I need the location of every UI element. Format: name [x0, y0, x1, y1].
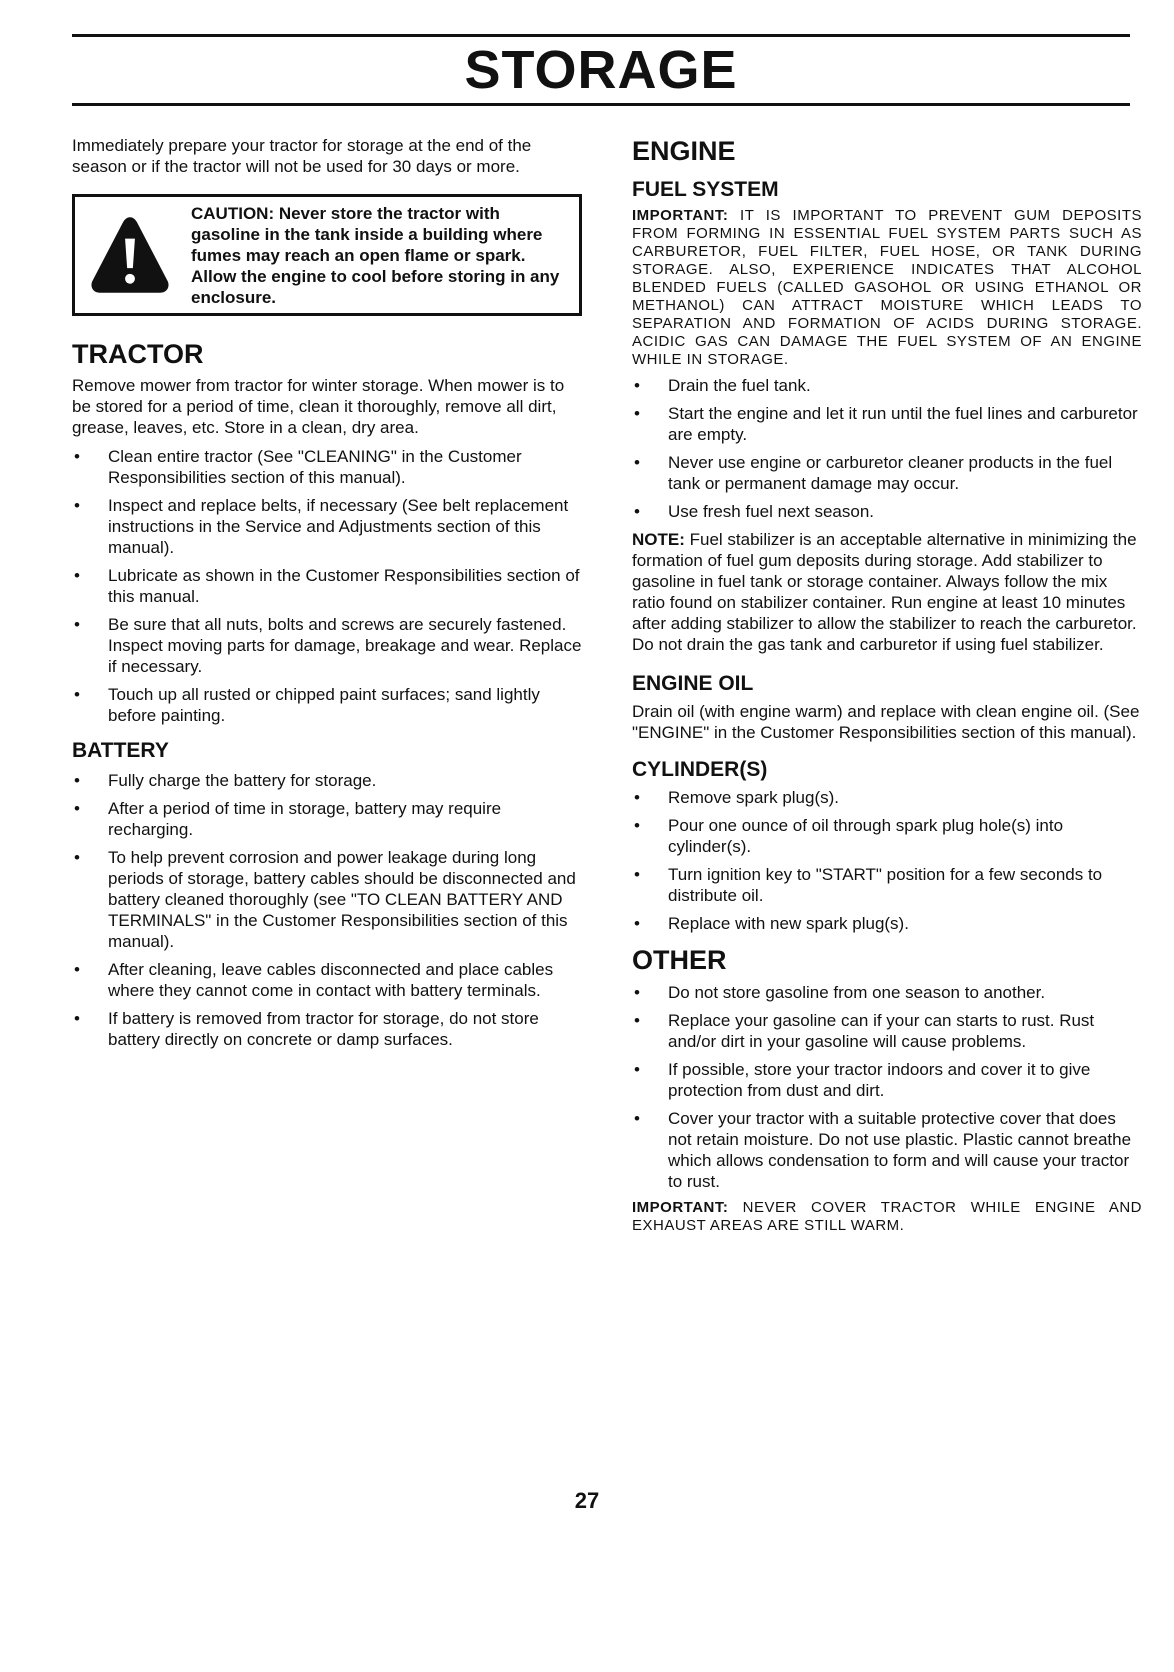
list-item: • Lubricate as shown in the Customer Responsibilities section of this manual. [72, 565, 582, 607]
tractor-heading: TRACTOR [72, 339, 204, 369]
list-item: • If battery is removed from tractor for storage, do not store battery directly on concrete or damp surfaces. [72, 1008, 582, 1050]
cylinders-heading: CYLINDER(S) [632, 758, 768, 781]
list-item: • Replace with new spark plug(s). [632, 913, 1142, 934]
other-heading: OTHER [632, 945, 727, 975]
list-item: • To help prevent corrosion and power leakage during long periods of storage, battery cables should be disconnected and battery cleaned thoroughly (see "TO CLEAN BATTERY AND TERMINALS" in the Customer Responsibilities section of this manual). [72, 847, 582, 952]
warning-triangle-icon [89, 214, 171, 296]
engine-heading: ENGINE [632, 136, 736, 166]
list-item: • Be sure that all nuts, bolts and screws are securely fastened. Inspect moving parts for damage, breakage and wear. Replace if necessary. [72, 614, 582, 677]
right-column [632, 135, 1142, 1235]
other-list [632, 982, 1142, 1192]
list-item: • Fully charge the battery for storage. [72, 770, 582, 791]
tractor-body: Remove mower from tractor for winter storage. When mower is to be stored for a period of time, clean it thoroughly, remove all dirt, grease, leaves, etc. Store in a clean, dry area. [72, 376, 565, 437]
list-item: • Clean entire tractor (See "CLEANING" in the Customer Responsibilities section of this manual). [72, 446, 582, 488]
cylinders-list [632, 787, 1142, 934]
list-item: • After cleaning, leave cables disconnected and place cables where they cannot come in contact with battery terminals. [72, 959, 582, 1001]
caution-text: CAUTION: Never store the tractor with gasoline in the tank inside a building where fumes may reach an open flame or spark. Allow the engine to cool before storing in any enclosure. [191, 203, 560, 307]
list-item: • Pour one ounce of oil through spark plug hole(s) into cylinder(s). [632, 815, 1142, 857]
important-text: NEVER COVER TRACTOR WHILE ENGINE AND EXHAUST AREAS ARE STILL WARM. [632, 1199, 1143, 1234]
list-item: • Drain the fuel tank. [632, 375, 1142, 396]
engine-oil-body: Drain oil (with engine warm) and replace with clean engine oil. (See "ENGINE" in the Customer Responsibilities section of this manual). [632, 702, 1140, 742]
list-item: • Touch up all rusted or chipped paint surfaces; sand lightly before painting. [72, 684, 582, 726]
tractor-list [72, 446, 582, 726]
note-text: Fuel stabilizer is an acceptable alternative in minimizing the formation of fuel gum deposits during storage. Add stabilizer to gasoline in fuel tank or storage container. Always follow the mix ratio found on stabilizer container. Run engine at least 10 minutes after adding stabilizer to allow the stabilizer to reach the carburetor. Do not drain the gas tank and carburetor if using fuel stabilizer. [632, 530, 1137, 654]
list-item: • If possible, store your tractor indoors and cover it to give protection from dust and dirt. [632, 1059, 1142, 1101]
left-column [72, 135, 582, 1057]
list-item: • Turn ignition key to "START" position for a few seconds to distribute oil. [632, 864, 1142, 906]
list-item: • Start the engine and let it run until the fuel lines and carburetor are empty. [632, 403, 1142, 445]
top-rule [72, 34, 1130, 37]
list-item: • Use fresh fuel next season. [632, 501, 1142, 522]
fuel-important [632, 207, 1142, 369]
caution-box [72, 194, 582, 316]
battery-list [72, 770, 582, 1050]
list-item: • Cover your tractor with a suitable protective cover that does not retain moisture. Do not use plastic. Plastic cannot breathe which allows condensation to form and will cause your tractor to rust. [632, 1108, 1142, 1192]
list-item: • Replace your gasoline can if your can starts to rust. Rust and/or dirt in your gasoline will cause problems. [632, 1010, 1142, 1052]
list-item: • Inspect and replace belts, if necessary (See belt replacement instructions in the Service and Adjustments section of this manual). [72, 495, 582, 558]
important-label: IMPORTANT: [632, 1199, 729, 1216]
other-important [632, 1199, 1142, 1235]
page-title: STORAGE [464, 40, 738, 100]
note-label: NOTE: [632, 530, 685, 549]
intro-text: Immediately prepare your tractor for storage at the end of the season or if the tractor will not be used for 30 days or more. [72, 136, 532, 176]
list-item: • After a period of time in storage, battery may require recharging. [72, 798, 582, 840]
fuel-system-heading: FUEL SYSTEM [632, 178, 779, 201]
fuel-system-list [632, 375, 1142, 522]
fuel-note [632, 529, 1142, 655]
list-item: • Do not store gasoline from one season to another. [632, 982, 1142, 1003]
list-item: • Remove spark plug(s). [632, 787, 1142, 808]
important-label: IMPORTANT: [632, 207, 729, 224]
page-number: 27 [574, 1488, 600, 1513]
engine-oil-heading: ENGINE OIL [632, 672, 754, 695]
important-text: IT IS IMPORTANT TO PREVENT GUM DEPOSITS FROM FORMING IN ESSENTIAL FUEL SYSTEM PARTS SUCH AS CARBURETOR, FUEL FILTER, FUEL HOSE, OR TANK DURING STORAGE. ALSO, EXPERIENCE INDICATES THAT ALCOHOL BLENDED FUELS (CALLED GASOHOL OR USING ETHANOL OR METHANOL) CAN ATTRACT MOISTURE WHICH LEADS TO SEPARATION AND FORMATION OF ACIDS DURING STORAGE. ACIDIC GAS CAN DAMAGE THE FUEL SYSTEM OF AN ENGINE WHILE IN STORAGE. [632, 207, 1143, 368]
battery-heading: BATTERY [72, 739, 169, 762]
bottom-rule [72, 103, 1130, 106]
list-item: • Never use engine or carburetor cleaner products in the fuel tank or permanent damage may occur. [632, 452, 1142, 494]
